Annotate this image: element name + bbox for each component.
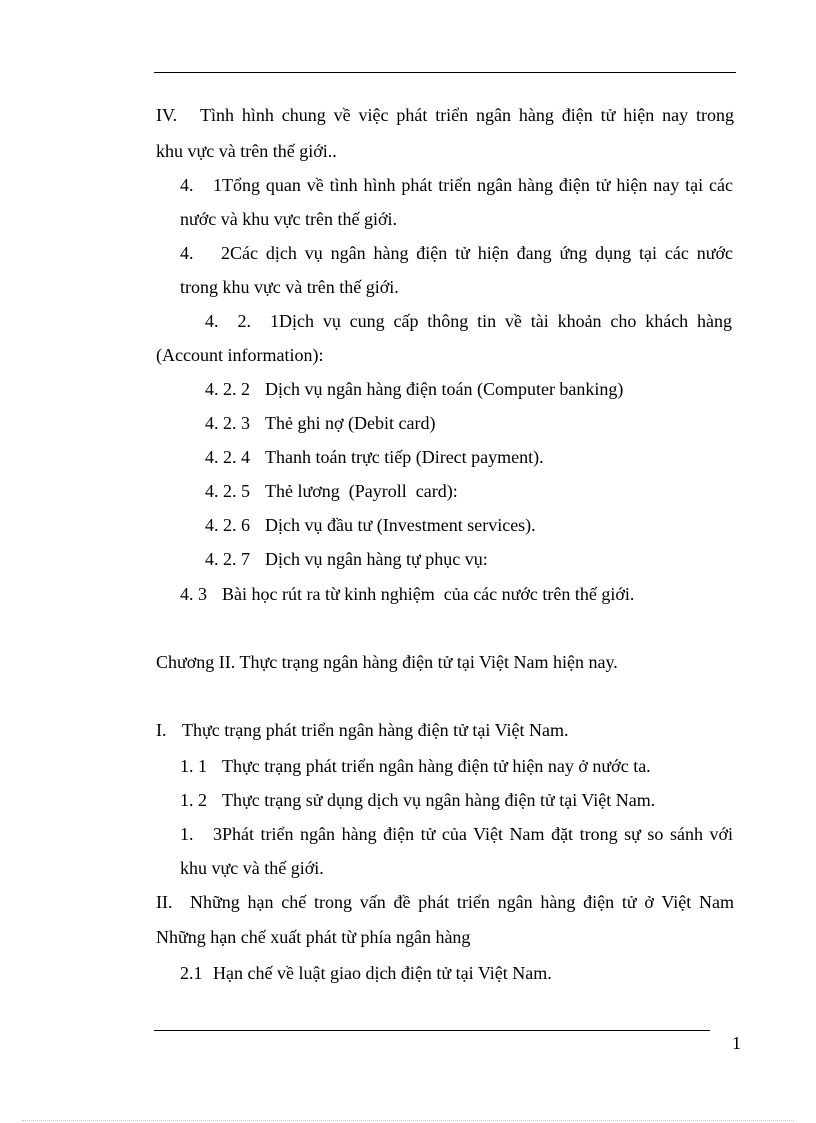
header-rule [154, 72, 736, 73]
toc-entry-4-2-7 [205, 548, 488, 570]
toc-text: Những hạn chế trong vấn đề phát triển ngân hàng điện tử ở Việt Nam [190, 892, 734, 912]
toc-entry-4-2-line2: trong khu vực và trên thế giới. [180, 277, 399, 297]
toc-number: 4. 2. 6 [205, 515, 250, 535]
toc-entry-4-2-3 [205, 412, 435, 434]
toc-entry-1-1 [180, 755, 651, 777]
toc-number: 4. 2. 7 [205, 549, 250, 569]
toc-number: 4. 2. 3 [205, 413, 250, 433]
footer-rule [154, 1030, 710, 1031]
toc-entry-4-2-6 [205, 514, 536, 536]
toc-number: 4. 1 [180, 175, 222, 195]
toc-entry-c2-ii-line2: Những hạn chế xuất phát từ phía ngân hàng [156, 927, 471, 947]
toc-entry-iv-line2: khu vực và trên thế giới.. [156, 141, 337, 161]
toc-text: Tình hình chung về việc phát triển ngân hàng điện tử hiện nay trong [200, 105, 734, 125]
toc-entry-1-3-line2: khu vực và thế giới. [180, 858, 324, 878]
toc-entry-iv-line1 [156, 104, 734, 126]
page-edge-dotted-line [22, 1120, 794, 1121]
toc-number: 4. 2. 4 [205, 447, 250, 467]
toc-number: 4. 2 [180, 243, 230, 263]
toc-text: Thực trạng phát triển ngân hàng điện tử tại Việt Nam. [182, 720, 569, 740]
toc-entry-c2-ii-line1 [156, 891, 734, 913]
chapter-heading: Chương II. Thực trạng ngân hàng điện tử tại Việt Nam hiện nay. [156, 652, 618, 672]
toc-entry-c2-i [156, 719, 569, 741]
toc-text: Tổng quan về tình hình phát triển ngân hàng điện tử hiện nay tại các [222, 175, 733, 195]
toc-entry-1-3-line1 [180, 823, 733, 845]
toc-text: Dịch vụ ngân hàng điện toán (Computer banking) [265, 379, 624, 399]
toc-text: Dịch vụ đầu tư (Investment services). [265, 515, 536, 535]
toc-text: Dịch vụ cung cấp thông tin về tài khoản cho khách hàng [279, 311, 732, 331]
toc-number: 4. 2. 1 [205, 311, 279, 331]
toc-number: 2.1 [180, 963, 203, 983]
toc-text: Các dịch vụ ngân hàng điện tử hiện đang ứng dụng tại các nước [230, 243, 733, 263]
toc-entry-4-2-line1 [180, 242, 733, 264]
toc-text: Phát triển ngân hàng điện tử của Việt Nam đặt trong sự so sánh với [222, 824, 733, 844]
toc-number: 4. 3 [180, 584, 207, 604]
toc-text: Thanh toán trực tiếp (Direct payment). [265, 447, 544, 467]
toc-entry-4-2-1-line1 [205, 310, 732, 332]
toc-text: Thực trạng sử dụng dịch vụ ngân hàng điện tử tại Việt Nam. [222, 790, 656, 810]
toc-number: IV. [156, 105, 178, 125]
toc-entry-4-2-2 [205, 378, 623, 400]
toc-text: Dịch vụ ngân hàng tự phục vụ: [265, 549, 488, 569]
toc-entry-4-1-line2: nước và khu vực trên thế giới. [180, 209, 397, 229]
toc-text: Hạn chế về luật giao dịch điện tử tại Việt Nam. [213, 963, 552, 983]
toc-entry-4-3 [180, 583, 634, 605]
toc-number: I. [156, 720, 167, 740]
toc-number: 4. 2. 5 [205, 481, 250, 501]
toc-number: 1. 3 [180, 824, 222, 844]
toc-entry-4-2-4 [205, 446, 544, 468]
toc-text: Thẻ lương (Payroll card): [265, 481, 458, 501]
toc-entry-1-2 [180, 789, 655, 811]
toc-number: 1. 1 [180, 756, 207, 776]
toc-text: Thực trạng phát triển ngân hàng điện tử hiện nay ở nước ta. [222, 756, 651, 776]
toc-entry-4-1-line1 [180, 174, 733, 196]
toc-entry-4-2-5 [205, 480, 458, 502]
toc-number: II. [156, 892, 173, 912]
toc-text: Thẻ ghi nợ (Debit card) [265, 413, 436, 433]
toc-entry-4-2-1-line2: (Account information): [156, 345, 324, 365]
toc-number: 1. 2 [180, 790, 207, 810]
page-number: 1 [732, 1033, 741, 1053]
toc-number: 4. 2. 2 [205, 379, 250, 399]
toc-text: Bài học rút ra từ kinh nghiệm của các nước trên thế giới. [222, 584, 635, 604]
toc-entry-2-1 [180, 962, 552, 984]
